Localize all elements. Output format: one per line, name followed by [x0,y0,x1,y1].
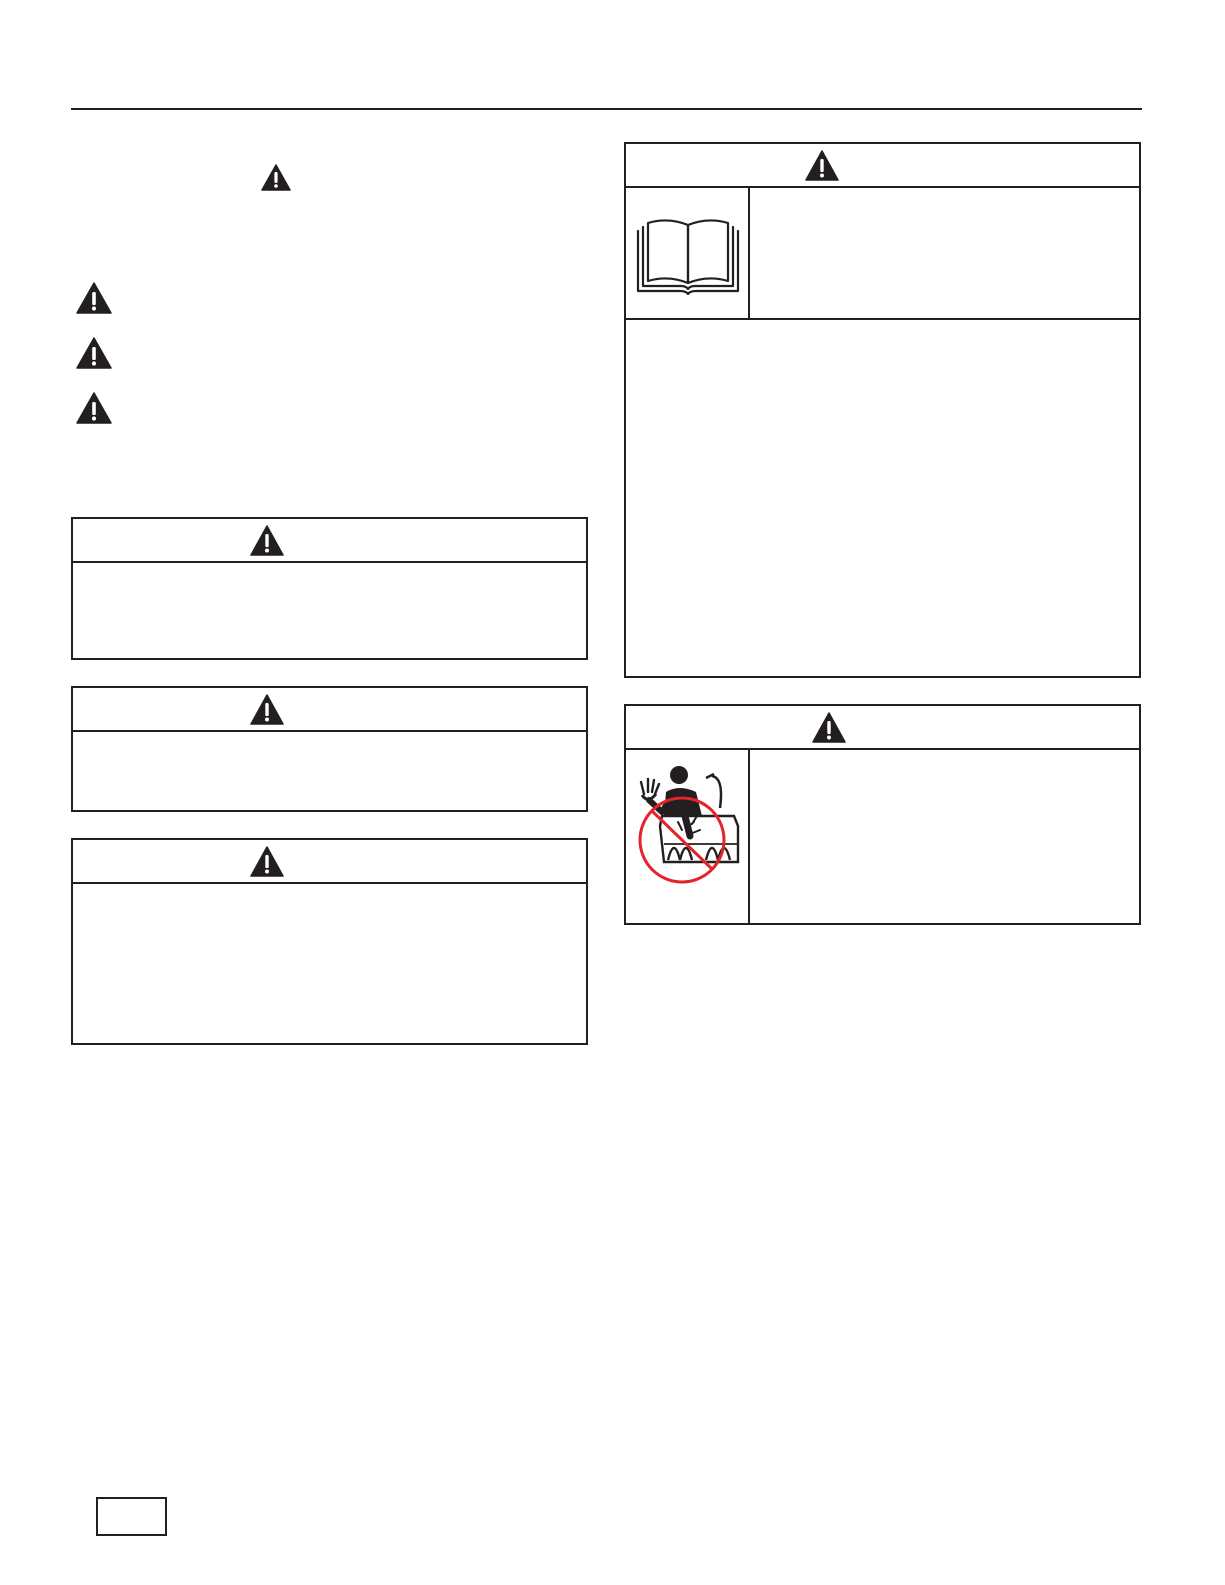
pictogram-text [750,750,1139,923]
safety-alert-icon [76,392,112,424]
safety-alert-icon [76,337,112,369]
header-rule [71,108,1142,110]
pictogram-text [750,188,1139,320]
pictogram-cell [626,188,750,320]
safety-alert-icon [261,164,291,191]
warning-box-body [73,732,586,810]
safety-alert-icon [76,282,112,314]
warning-box-auger [624,704,1141,925]
warning-box-read-manual [624,142,1141,678]
safety-alert-icon [250,694,284,725]
signal-row-warning [76,337,576,373]
page-number-box [96,1497,167,1536]
warning-box-header [73,840,586,884]
safety-alert-icon [250,525,284,556]
safety-alert-icon [812,712,846,743]
manual-book-icon [636,215,740,295]
warning-box-2 [71,686,588,812]
safety-alert-icon [805,150,839,181]
warning-box-body [73,884,586,1043]
intro-line-1-start [71,166,256,188]
warning-box-header [73,688,586,732]
signal-row-danger [76,282,576,318]
warning-box-body [626,320,1139,676]
intro-line-3 [71,222,581,244]
warning-box-header [626,144,1139,188]
no-hands-in-auger-icon [634,764,746,888]
warning-box-1 [71,517,588,660]
warning-box-header [626,706,1139,750]
warning-box-body [73,563,586,658]
pictogram-cell [626,750,750,923]
safety-alert-icon [250,846,284,877]
warning-box-header [73,519,586,563]
warning-box-3 [71,838,588,1045]
signal-row-caution [76,392,576,428]
intro-line-2 [71,196,581,218]
